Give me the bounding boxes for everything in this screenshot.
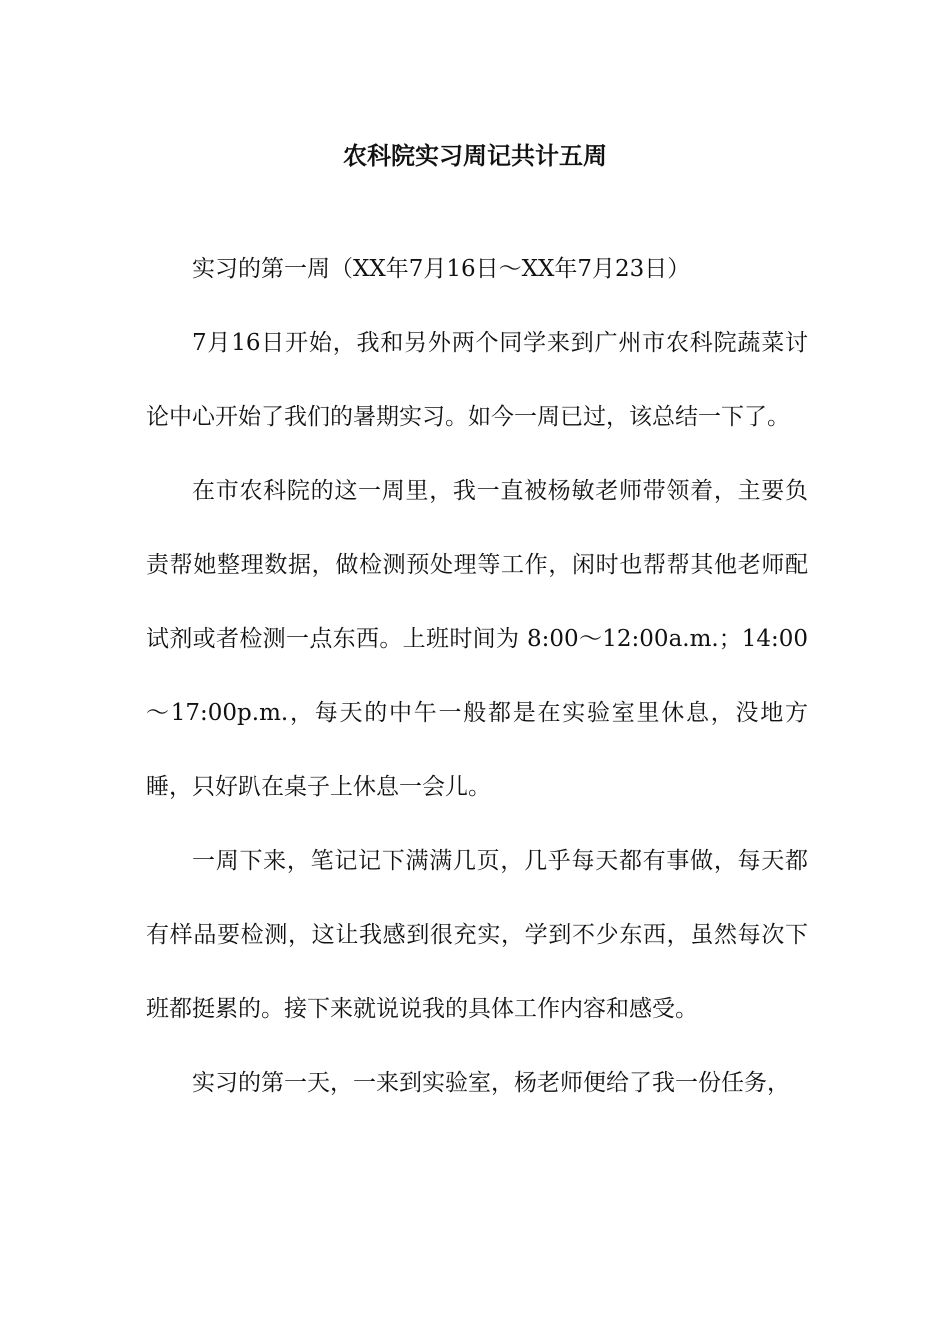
document-title: 农科院实习周记共计五周 (343, 141, 607, 170)
paragraph: 一周下来，笔记记下满满几页，几乎每天都有事做，每天都有样品要检测，这让我感到很充实，学到不少东西，虽然每次下班都挺累的。接下来就说说我的具体工作内容和感受。 (146, 848, 808, 1022)
week-heading: 实习的第一周（XX年7月16日～XX年7月23日） (192, 256, 691, 282)
document-body (146, 232, 808, 1120)
paragraph: 实习的第一天，一来到实验室，杨老师便给了我一份任务， (192, 1070, 790, 1096)
paragraph: 在市农科院的这一周里，我一直被杨敏老师带领着，主要负责帮她整理数据，做检测预处理等工作，闲时也帮帮其他老师配试剂或者检测一点东西。上班时间为 8:00～12:00a.m.；14:00～17:00p.m.，每天的中午一般都是在实验室里休息，没地方睡，只好趴在桌子上休息一会儿。 (146, 478, 808, 800)
paragraph: 7月16日开始，我和另外两个同学来到广州市农科院蔬菜讨论中心开始了我们的暑期实习。如今一周已过，该总结一下了。 (146, 330, 808, 430)
